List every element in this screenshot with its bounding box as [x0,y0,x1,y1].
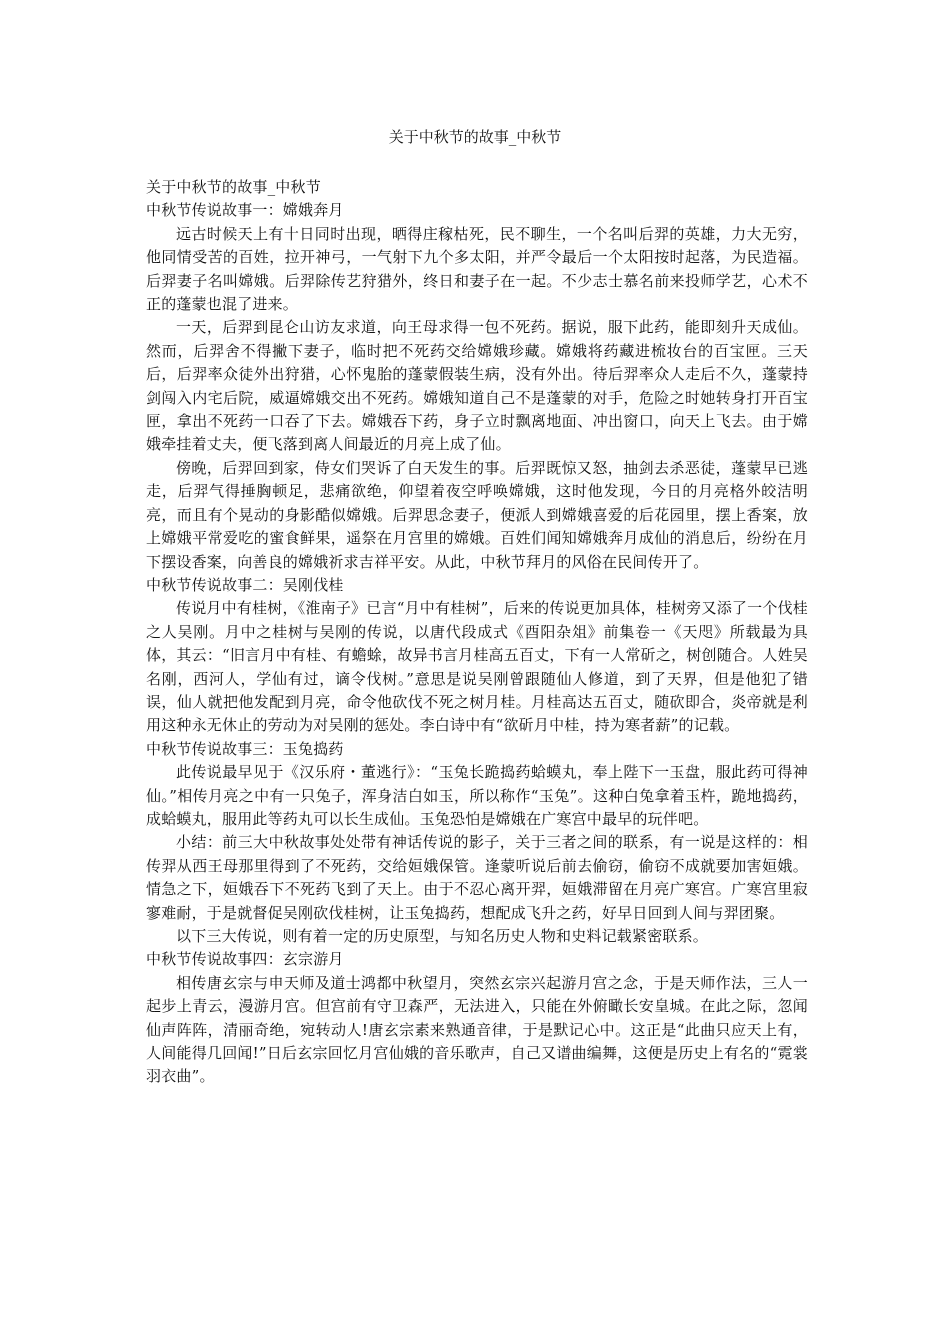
section-heading: 关于中秋节的故事_中秋节 [146,178,321,196]
body-paragraph: 此传说最早见于《汉乐府・董逃行》：“玉兔长跪捣药蛤蟆丸，奉上陛下一玉盘，服此药可得神仙。”相传月亮之中有一只兔子，浑身洁白如玉，所以称作“玉兔”。这种白兔拿着玉杵，跪地捣药，成蛤蟆丸，服用此等药丸可以长生成仙。玉兔恐怕是嫦娥在广寒宫中最早的玩伴吧。 [146,763,808,828]
body-paragraph: 相传唐玄宗与申天师及道士鸿都中秋望月，突然玄宗兴起游月宫之念，于是天师作法，三人一起步上青云，漫游月宫。但宫前有守卫森严，无法进入，只能在外俯瞰长安皇城。在此之际，忽闻仙声阵阵，清丽奇绝，宛转动人!唐玄宗素来熟通音律，于是默记心中。这正是“此曲只应天上有，人间能得几回闻!”日后玄宗回忆月宫仙娥的音乐歌声，自己又谱曲编舞，这便是历史上有名的“霓裳羽衣曲”。 [146,973,808,1086]
section-heading: 中秋节传说故事一：嫦娥奔月 [146,201,344,220]
body-paragraph: 传说月中有桂树，《淮南子》已言“月中有桂树”，后来的传说更加具体，桂树旁又添了一个伐桂之人吴刚。月中之桂树与吴刚的传说，以唐代段成式《酉阳杂俎》前集卷一《天咫》所载最为具体，其云：“旧言月中有桂、有蟾蜍，故异书言月桂高五百丈，下有一人常斫之，树创随合。人姓吴名刚，西河人，学仙有过，谪令伐树。”意思是说吴刚曾跟随仙人修道，到了天界，但是他犯了错误，仙人就把他发配到月亮，命令他砍伐不死之树月桂。月桂高达五百丈，随砍即合，炎帝就是利用这种永无休止的劳动为对吴刚的惩处。李白诗中有“欲斫月中桂，持为寒者薪”的记载。 [146,599,808,735]
body-paragraph: 远古时候天上有十日同时出现，晒得庄稼枯死，民不聊生，一个名叫后羿的英雄，力大无穷，他同情受苦的百姓，拉开神弓，一气射下九个多太阳，并严令最后一个太阳按时起落，为民造福。后羿妻子名叫嫦娥。后羿除传艺狩猎外，终日和妻子在一起。不少志士慕名前来投师学艺，心术不正的蓬蒙也混了进来。 [146,224,808,314]
section-heading: 中秋节传说故事二：吴刚伐桂 [146,575,344,594]
page-title: 关于中秋节的故事_中秋节 [388,128,562,146]
body-paragraph: 一天，后羿到昆仑山访友求道，向王母求得一包不死药。据说，服下此药，能即刻升天成仙。然而，后羿舍不得撇下妻子，临时把不死药交给嫦娥珍藏。嫦娥将药藏进梳妆台的百宝匣。三天后，后羿率众徒外出狩猎，心怀鬼胎的蓬蒙假装生病，没有外出。待后羿率众人走后不久，蓬蒙持剑闯入内宅后院，威逼嫦娥交出不死药。嫦娥知道自己不是蓬蒙的对手，危险之时她转身打开百宝匣，拿出不死药一口吞了下去。嫦娥吞下药，身子立时飘离地面、冲出窗口，向天上飞去。由于嫦娥牵挂着丈夫，便飞落到离人间最近的月亮上成了仙。 [146,318,808,454]
body-paragraph: 傍晚，后羿回到家，侍女们哭诉了白天发生的事。后羿既惊又怒，抽剑去杀恶徒，蓬蒙早已逃走，后羿气得捶胸顿足，悲痛欲绝，仰望着夜空呼唤嫦娥，这时他发现，今日的月亮格外皎洁明亮，而且有个晃动的身影酷似嫦娥。后羿思念妻子，便派人到嫦娥喜爱的后花园里，摆上香案，放上嫦娥平常爱吃的蜜食鲜果，遥祭在月宫里的嫦娥。百姓们闻知嫦娥奔月成仙的消息后，纷纷在月下摆设香案，向善良的嫦娥祈求吉祥平安。从此，中秋节拜月的风俗在民间传开了。 [146,458,808,571]
section-heading: 中秋节传说故事三：玉兔捣药 [146,739,344,758]
section-heading: 中秋节传说故事四：玄宗游月 [146,950,344,969]
document-body [146,176,808,1089]
body-paragraph: 小结：前三大中秋故事处处带有神话传说的影子，关于三者之间的联系，有一说是这样的：相传羿从西王母那里得到了不死药，交给姮娥保管。逢蒙听说后前去偷窃，偷窃不成就要加害姮娥。情急之下，姮娥吞下不死药飞到了天上。由于不忍心离开羿，姮娥滞留在月亮广寒宫。广寒宫里寂寥难耐，于是就督促吴刚砍伐桂树，让玉兔捣药，想配成飞升之药，好早日回到人间与羿团聚。 [146,833,808,922]
body-paragraph: 以下三大传说，则有着一定的历史原型，与知名历史人物和史料记载紧密联系。 [176,927,709,945]
